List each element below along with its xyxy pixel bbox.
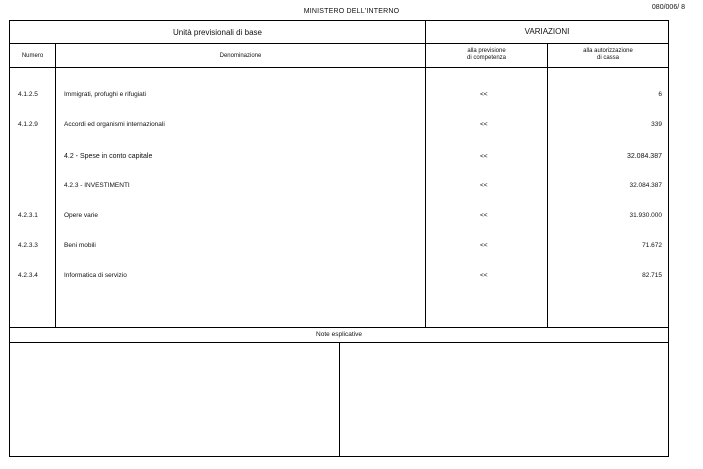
row-7-denominazione: Informatica di servizio <box>64 272 127 279</box>
row-1-numero: 4.1.2.5 <box>18 91 38 98</box>
notes-divider <box>339 342 340 457</box>
row-5-denominazione: Opere varie <box>64 212 98 219</box>
budget-table <box>9 20 669 457</box>
section-divider <box>425 21 426 327</box>
column-header-divider <box>10 67 668 68</box>
row-4-competenza: << <box>480 182 488 189</box>
col-competenza <box>426 48 547 62</box>
table-body-bottom <box>10 327 668 328</box>
col-numero: Numero <box>21 53 44 59</box>
row-3-denominazione: 4.2 - Spese in conto capitale <box>64 153 153 160</box>
ministry-title: MINISTERO DELL'INTERNO <box>303 8 400 15</box>
row-3-cassa: 32.084.387 <box>626 153 662 160</box>
col-denominazione: Denominazione <box>219 53 262 59</box>
variazioni-header: VARIAZIONI <box>524 27 570 36</box>
row-1-competenza: << <box>480 91 488 98</box>
col-cassa <box>548 48 668 62</box>
row-6-competenza: << <box>480 242 488 249</box>
row-6-denominazione: Beni mobili <box>64 242 96 249</box>
page-code: 080/006/ 8 <box>651 4 685 11</box>
row-1-denominazione: Immigrati, profughi e rifugiati <box>64 91 147 98</box>
section-header-divider <box>10 43 668 44</box>
row-5-numero: 4.2.3.1 <box>18 212 38 219</box>
row-6-numero: 4.2.3.3 <box>18 242 38 249</box>
unita-previsionali-header: Unità previsionali di base <box>173 28 262 37</box>
row-2-numero: 4.1.2.9 <box>18 121 38 128</box>
row-2-competenza: << <box>480 121 488 128</box>
col-cassa-line1: alla autorizzazione <box>583 48 633 54</box>
col-competenza-line2: di competenza <box>466 55 507 61</box>
col-competenza-line1: alla previsione <box>467 48 506 54</box>
variazioni-divider <box>547 43 548 327</box>
row-5-cassa: 31.930.000 <box>629 212 662 219</box>
row-2-denominazione: Accordi ed organismi internazionali <box>64 121 165 128</box>
row-4-cassa: 32.084.387 <box>629 182 662 189</box>
col-cassa-line2: di cassa <box>596 55 619 61</box>
row-1-cassa: 6 <box>658 91 662 98</box>
row-2-cassa: 339 <box>651 121 662 128</box>
row-7-competenza: << <box>480 272 488 279</box>
row-4-denominazione: 4.2.3 - INVESTIMENTI <box>64 182 130 189</box>
notes-title: Note esplicative <box>316 331 362 338</box>
row-7-cassa: 82.715 <box>642 272 662 279</box>
row-5-competenza: << <box>480 212 488 219</box>
row-7-numero: 4.2.3.4 <box>18 272 38 279</box>
row-3-competenza: << <box>480 153 488 160</box>
numero-divider <box>55 43 56 327</box>
row-6-cassa: 71.672 <box>642 242 662 249</box>
